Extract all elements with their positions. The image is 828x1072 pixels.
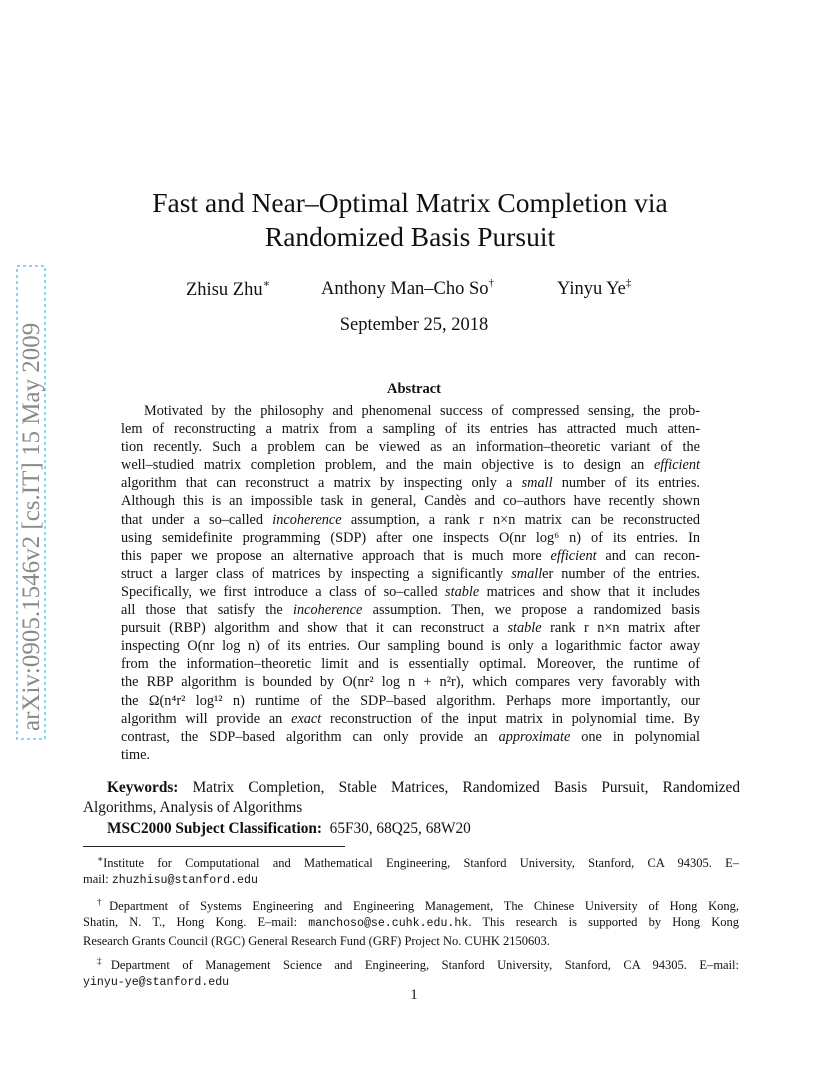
keywords-line-1 (83, 778, 740, 798)
abstract-line: well–studied matrix completion problem, and the main objective is to design an efficient (121, 457, 700, 474)
footnote-line: ∗Institute for Computational and Mathematical Engineering, Stanford University, Stanford, CA 94305. E– (97, 854, 739, 871)
author-2-name: Anthony Man–Cho So (321, 279, 489, 300)
footnote-line: †Department of Systems Engineering and Engineering Management, The Chinese University of Hong Kong, (97, 896, 740, 913)
title-line-1: Fast and Near–Optimal Matrix Completion via (152, 187, 668, 218)
author-3-mark: ‡ (625, 277, 632, 289)
abstract-line: lem of reconstructing a matrix from a sampling of its entries has attracted much atten- (121, 421, 700, 438)
author-1 (186, 278, 270, 301)
abstract-line: contrast, the SDP–based algorithm can only provide an approximate one in polynomial (121, 728, 700, 745)
abstract-line: Although this is an impossible task in general, Candès and co–authors have recently shown (121, 493, 700, 510)
paper-date: September 25, 2018 (339, 315, 489, 335)
keywords-label: Keywords: (107, 779, 179, 796)
keywords-line-2: Algorithms, Analysis of Algorithms (83, 799, 303, 816)
footnote-line: Shatin, N. T., Hong Kong. E–mail: manchoso@se.cuhk.edu.hk. This research is supported by Hong Kong (83, 915, 739, 931)
footnote-line: mail: zhuzhisu@stanford.edu (83, 872, 258, 888)
email-address[interactable]: yinyu-ye@stanford.edu (83, 976, 230, 990)
footnote-2 (83, 894, 739, 949)
footnotes (83, 851, 739, 996)
title-line-2: Randomized Basis Pursuit (264, 221, 556, 252)
abstract-line: tion recently. Such a problem can be viewed as an information–theoretic variant of the (121, 439, 700, 456)
msc-classification (107, 820, 471, 838)
footnote-mark: ‡ (97, 955, 111, 966)
abstract-line: Specifically, we first introduce a class of so–called stable matrices and show that it includes (121, 583, 700, 600)
arxiv-stamp-text: arXiv:0905.1546v2 [cs.IT] 15 May 2009 (18, 322, 45, 731)
arxiv-stamp-graphic (16, 265, 46, 740)
abstract-line: from the information–theoretic limit and is essentially optimal. Moreover, the runtime of (121, 656, 700, 673)
footnote-1 (83, 851, 739, 890)
abstract-line: the RBP algorithm is bounded by O(nr² log n + n²r), which compares very favorably with (121, 674, 700, 691)
paper-title (80, 186, 740, 254)
author-1-name: Zhisu Zhu (186, 280, 263, 301)
author-2-mark: † (488, 277, 495, 289)
footnote-line: ‡Department of Management Science and Engineering, Stanford University, Stanford, CA 94305. E–mail: (97, 955, 740, 972)
arxiv-stamp (16, 265, 46, 740)
abstract-body (121, 402, 700, 764)
page-number: 1 (410, 987, 418, 1003)
footnote-mark: ∗ (97, 854, 104, 864)
abstract-line: struct a larger class of matrices by inspecting a significantly smaller number of the entries. (121, 565, 701, 582)
abstract-line: all those that satisfy the incoherence assumption. Then, we propose a randomized basis (121, 602, 700, 619)
keywords-text-1: Matrix Completion, Stable Matrices, Randomized Basis Pursuit, Randomized (192, 779, 740, 796)
abstract-line: inspecting O(nr log n) of its entries. Our sampling bound is only a logarithmic factor away (121, 638, 700, 655)
footnote-3 (83, 953, 739, 992)
msc-codes: 65F30, 68Q25, 68W20 (329, 820, 471, 837)
msc-label: MSC2000 Subject Classification: (107, 820, 323, 837)
abstract-heading: Abstract (387, 381, 441, 397)
abstract-line: that under a so–called incoherence assumption, a rank r n×n matrix can be reconstructed (121, 511, 701, 528)
author-1-mark: ∗ (262, 278, 271, 290)
author-3-name: Yinyu Ye (557, 279, 626, 300)
abstract-line: pursuit (RBP) algorithm and show that it can reconstruct a stable rank r n×n matrix after (121, 620, 701, 637)
abstract-line: Motivated by the philosophy and phenomenal success of compressed sensing, the prob- (144, 403, 700, 419)
author-3 (557, 278, 631, 300)
footnote-line: Research Grants Council (RGC) General Research Fund (GRF) Project No. CUHK 2150603. (83, 933, 550, 948)
author-2 (321, 278, 494, 300)
abstract-line: the Ω(n⁴r² log¹² n) runtime of the SDP–based algorithm. Perhaps more importantly, our (121, 692, 700, 709)
abstract-line: this paper we propose an alternative approach that is much more efficient and can recon- (121, 547, 701, 564)
abstract-line: time. (121, 746, 150, 763)
abstract-line: algorithm will provide an exact reconstruction of the input matrix in polynomial time. By (121, 710, 700, 727)
keywords (83, 778, 740, 818)
email-address[interactable]: manchoso@se.cuhk.edu.hk (308, 917, 469, 931)
footnote-rule (83, 846, 345, 847)
footnote-mark: † (97, 896, 110, 907)
email-address[interactable]: zhuzhisu@stanford.edu (111, 874, 258, 888)
abstract-line: using semidefinite programming (SDP) after one inspects O(nr log⁶ n) of its entries. In (121, 529, 700, 546)
abstract-line: algorithm that can reconstruct a matrix by inspecting only a small number of its entries. (121, 475, 700, 492)
